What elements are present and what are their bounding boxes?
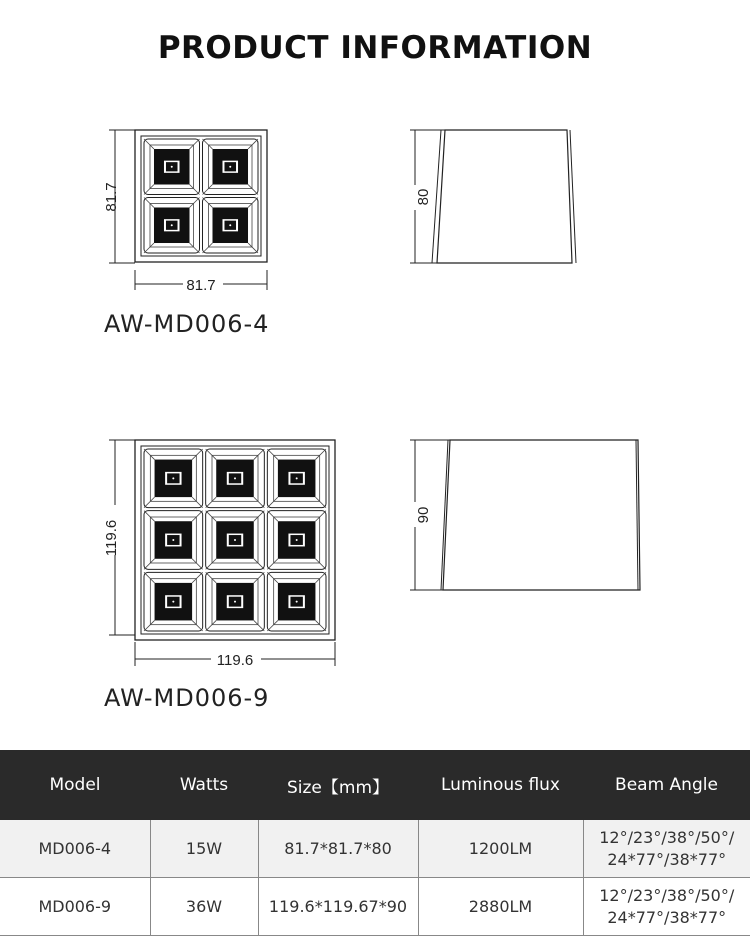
front-view-drawing-md006-4 <box>95 120 285 295</box>
led-cell <box>206 449 265 508</box>
dimension-width-label: 81.7 <box>186 277 216 294</box>
table-row <box>0 878 750 936</box>
beam-line-2: 24*77°/38*77° <box>607 849 727 869</box>
cell-beam <box>583 878 750 936</box>
page-title: PRODUCT INFORMATION <box>157 30 593 66</box>
model-name-md006-9: AW-MD006-9 <box>104 684 270 712</box>
cell-size: 119.6*119.67*90 <box>258 878 418 936</box>
led-cell <box>206 511 265 570</box>
led-cell <box>203 198 259 254</box>
col-header-size: Size【mm】 <box>258 750 418 820</box>
table-row <box>0 820 750 878</box>
led-cell <box>144 139 200 195</box>
beam-line-1: 12°/23°/38°/50°/ <box>599 885 735 905</box>
cell-watts: 15W <box>150 820 258 878</box>
col-header-flux: Luminous flux <box>418 750 583 820</box>
led-cell <box>144 198 200 254</box>
led-cell <box>144 511 203 570</box>
front-view-drawing-md006-9 <box>95 430 345 670</box>
cell-watts: 36W <box>150 878 258 936</box>
table-header-row <box>0 750 750 820</box>
dimension-depth-label: 90 <box>415 506 432 524</box>
led-cell <box>267 572 326 631</box>
led-cell <box>267 511 326 570</box>
col-header-watts: Watts <box>150 750 258 820</box>
col-header-beam: Beam Angle <box>583 750 750 820</box>
cell-flux: 2880LM <box>418 878 583 936</box>
cell-model: MD006-9 <box>0 878 150 936</box>
dimension-height-label: 119.6 <box>103 519 120 557</box>
side-view-drawing-md006-9 <box>400 430 650 595</box>
dimension-depth-label: 80 <box>415 188 432 206</box>
cell-size: 81.7*81.7*80 <box>258 820 418 878</box>
beam-line-2: 24*77°/38*77° <box>607 907 727 927</box>
spec-table <box>0 750 750 936</box>
cell-flux: 1200LM <box>418 820 583 878</box>
dimension-height-label: 81.7 <box>103 182 120 212</box>
cell-model: MD006-4 <box>0 820 150 878</box>
model-name-md006-4: AW-MD006-4 <box>104 310 270 338</box>
led-cell <box>144 449 203 508</box>
side-view-drawing-md006-4 <box>400 120 580 270</box>
beam-line-1: 12°/23°/38°/50°/ <box>599 827 735 847</box>
led-cell <box>144 572 203 631</box>
dimension-width-label: 119.6 <box>216 652 254 669</box>
col-header-model: Model <box>0 750 150 820</box>
led-cell <box>206 572 265 631</box>
cell-beam <box>583 820 750 878</box>
led-cell <box>267 449 326 508</box>
led-cell <box>203 139 259 195</box>
